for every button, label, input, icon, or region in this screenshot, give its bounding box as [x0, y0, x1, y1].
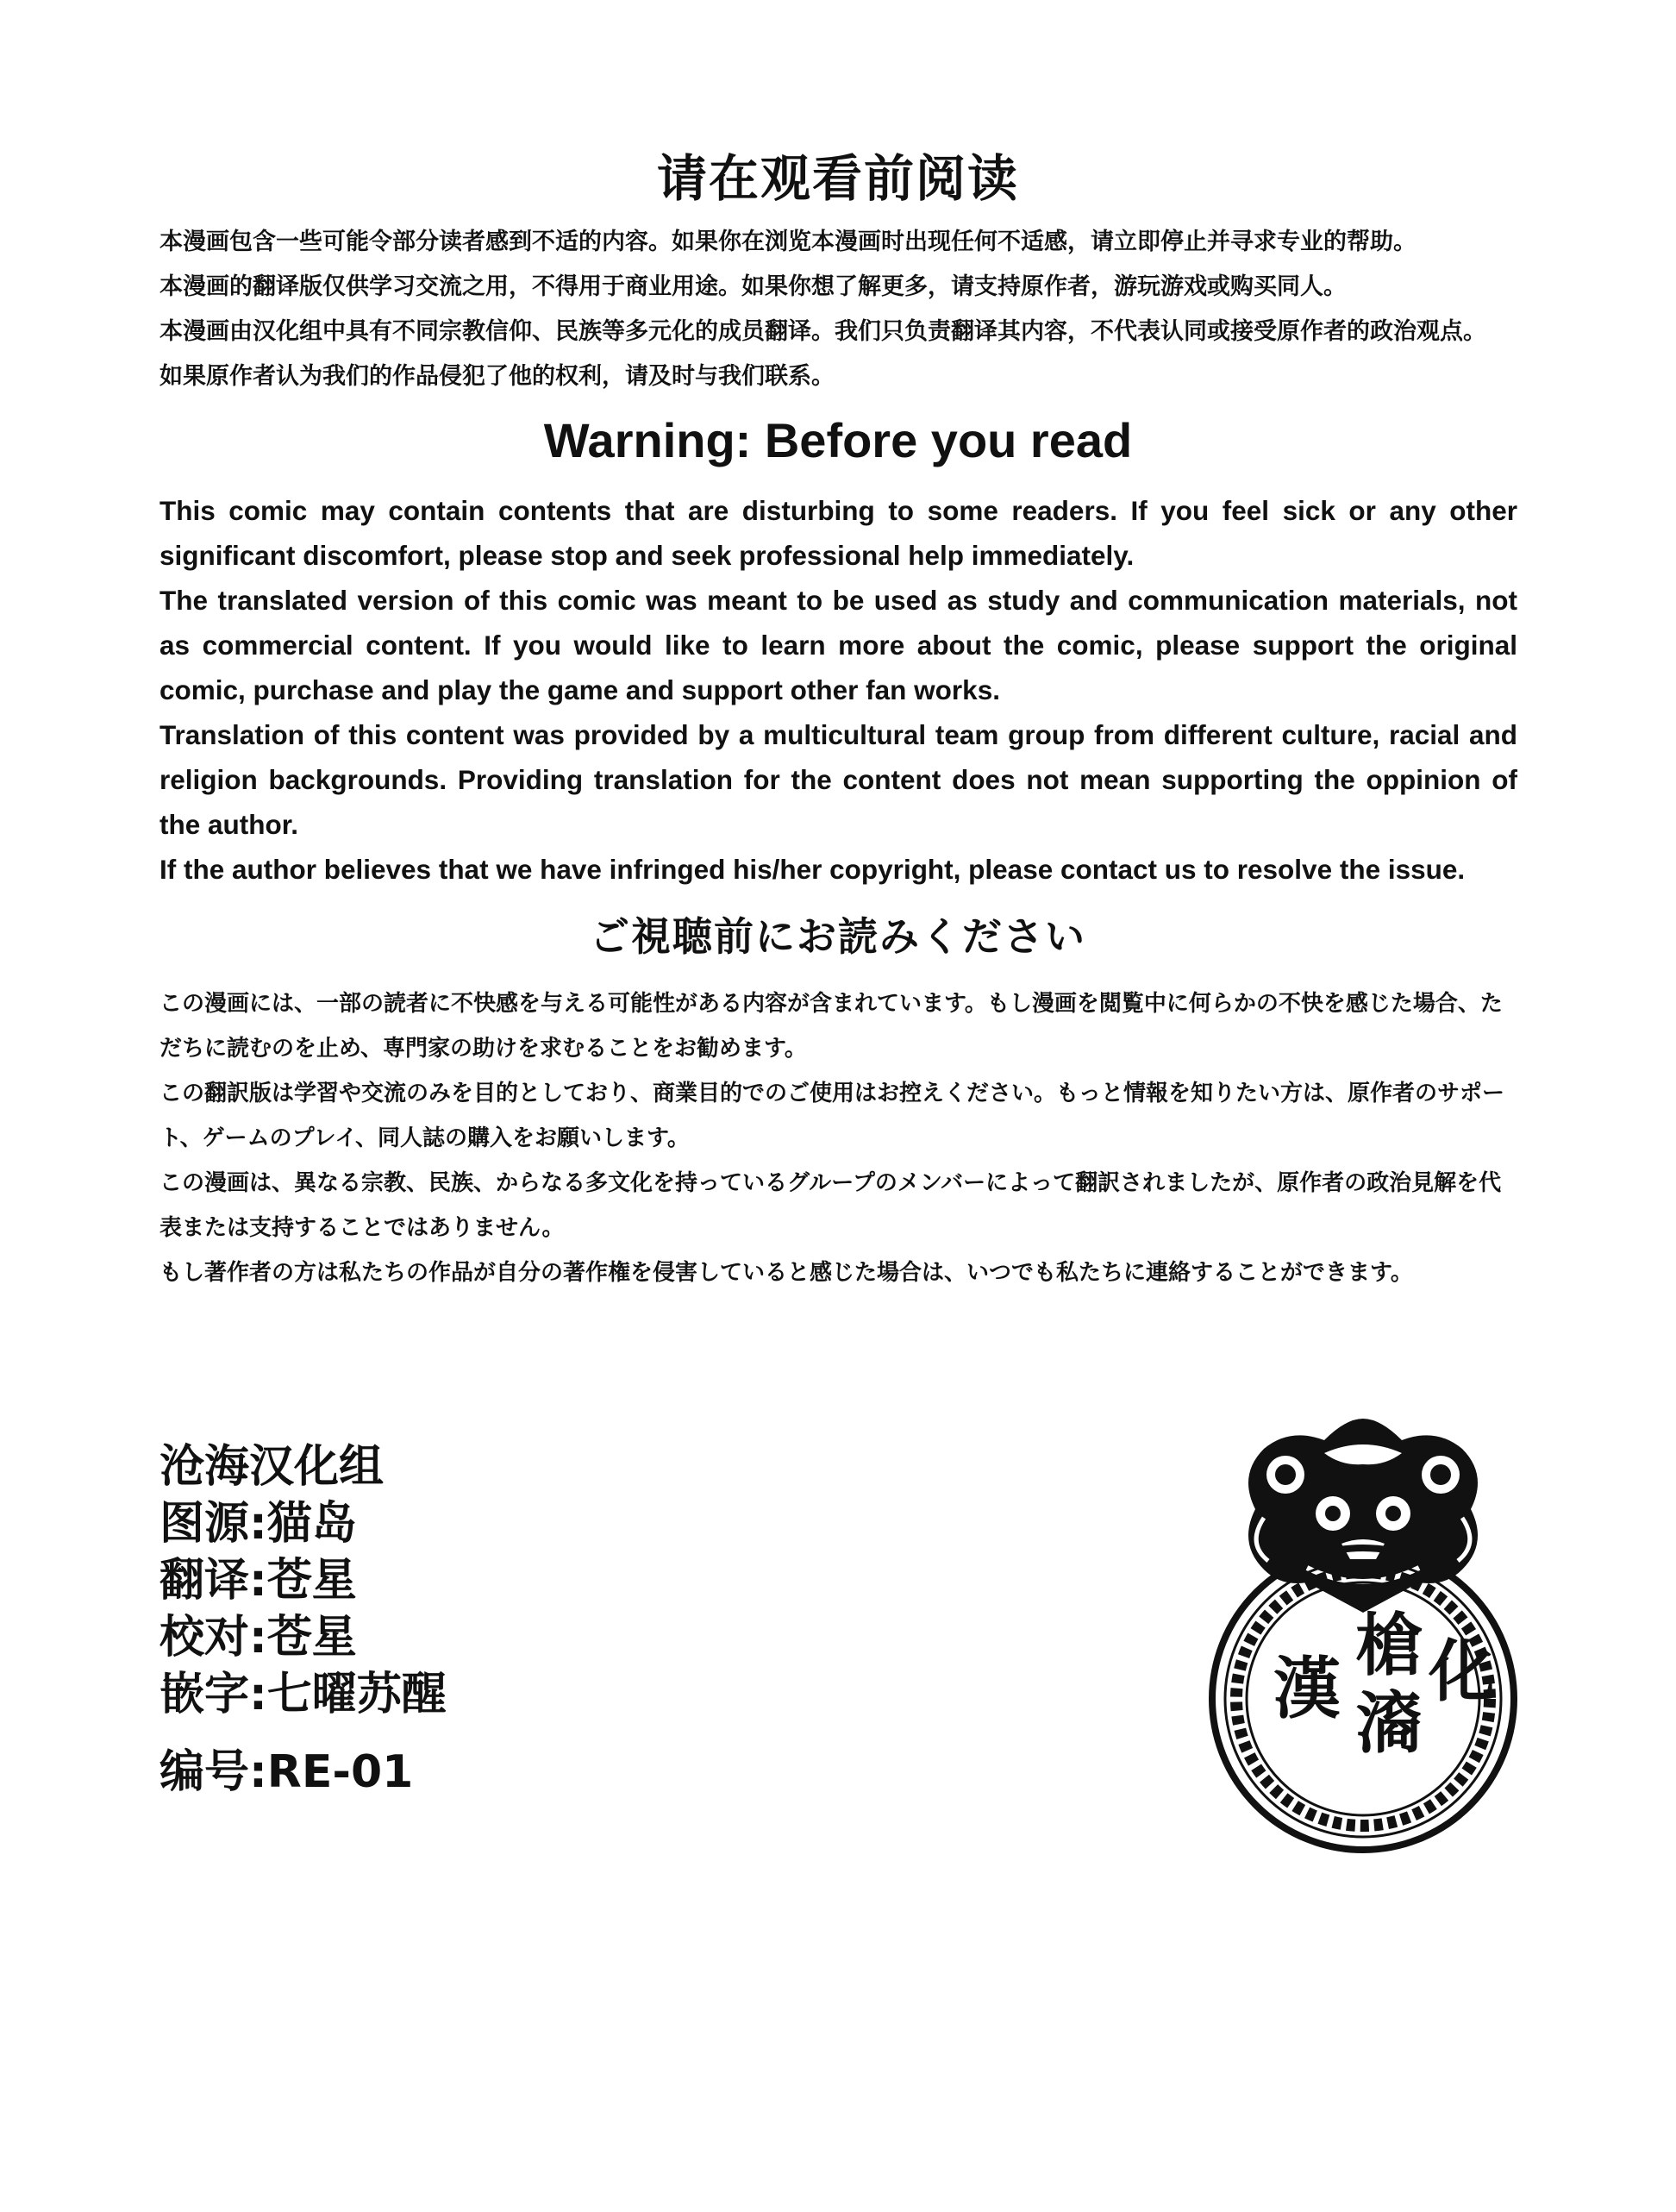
cn-paragraph: 如果原作者认为我们的作品侵犯了他的权利，请及时与我们联系。 [159, 363, 835, 390]
jp-notice [159, 981, 1517, 1295]
seal-glyph: 漢 [1273, 1650, 1341, 1728]
seal-glyph: 槍 [1354, 1607, 1423, 1685]
credit-source: 图源:猫岛 [159, 1498, 357, 1550]
jp-paragraph: この翻訳版は学習や交流のみを目的としており、商業目的でのご使用はお控えください。もっと情報を知りたい方は、原作者のサポート、ゲームのプレイ、同人誌の購入をお願いします。 [159, 1081, 1505, 1151]
release-code: 编号:RE-01 [159, 1746, 414, 1798]
credit-typeset: 嵌字:七曜苏醒 [159, 1669, 447, 1720]
group-seal-logo [1204, 1414, 1523, 1863]
en-paragraph: If the author believes that we have infringed his/her copyright, please contact us to resolve the issue. [159, 854, 1466, 885]
seal-glyph: 㵝 [1354, 1684, 1423, 1763]
cn-paragraph: 本漫画由汉化组中具有不同宗教信仰、民族等多元化的成员翻译。我们只负责翻译其内容，不代表认同或接受原作者的政治观点。 [159, 318, 1486, 345]
cn-notice [159, 220, 1517, 399]
cn-paragraph: 本漫画的翻译版仅供学习交流之用，不得用于商业用途。如果你想了解更多，请支持原作者，游玩游戏或购买同人。 [159, 273, 1347, 300]
jp-title: ご視聴前にお読みください [590, 913, 1086, 960]
seal-glyph: 化 [1428, 1632, 1497, 1711]
cn-paragraph: 本漫画包含一些可能令部分读者感到不适的内容。如果你在浏览本漫画时出现任何不适感，请立即停止并寻求专业的帮助。 [159, 229, 1416, 255]
en-notice [159, 488, 1517, 892]
credit-proofread: 校对:苍星 [159, 1612, 357, 1664]
cn-title: 请在观看前阅读 [656, 149, 1019, 208]
en-paragraph: The translated version of this comic was meant to be used as study and communication materials, not as commercial content. If you would like to learn more about the comic, please support the original comic, purchase and play the game and support other fan works. [159, 585, 1517, 705]
en-title: Warning: Before you read [543, 413, 1133, 467]
en-paragraph: Translation of this content was provided by a multicultural team group from different culture, racial and religion backgrounds. Providing translation for the content does not mean supporting the oppinion of the author. [159, 719, 1517, 840]
credit-translation: 翻译:苍星 [159, 1555, 357, 1607]
jp-paragraph: この漫画は、異なる宗教、民族、からなる多文化を持っているグループのメンバーによって翻訳されましたが、原作者の政治見解を代表または支持することではありません。 [159, 1170, 1502, 1241]
credits [159, 1438, 447, 1801]
group-name: 沧海汉化组 [159, 1441, 385, 1493]
en-paragraph: This comic may contain contents that are disturbing to some readers. If you feel sick or any other significant discomfort, please stop and seek professional help immediately. [159, 495, 1517, 571]
guardian-lion-seal-icon [1204, 1414, 1523, 1863]
jp-paragraph: もし著作者の方は私たちの作品が自分の著作権を侵害していると感じた場合は、いつでも私たちに連絡することができます。 [159, 1260, 1413, 1286]
jp-paragraph: この漫画には、一部の読者に不快感を与える可能性がある内容が含まれています。もし漫画を閲覧中に何らかの不快を感じた場合、ただちに読むのを止め、専門家の助けを求むることをお勧めます。 [159, 991, 1503, 1062]
